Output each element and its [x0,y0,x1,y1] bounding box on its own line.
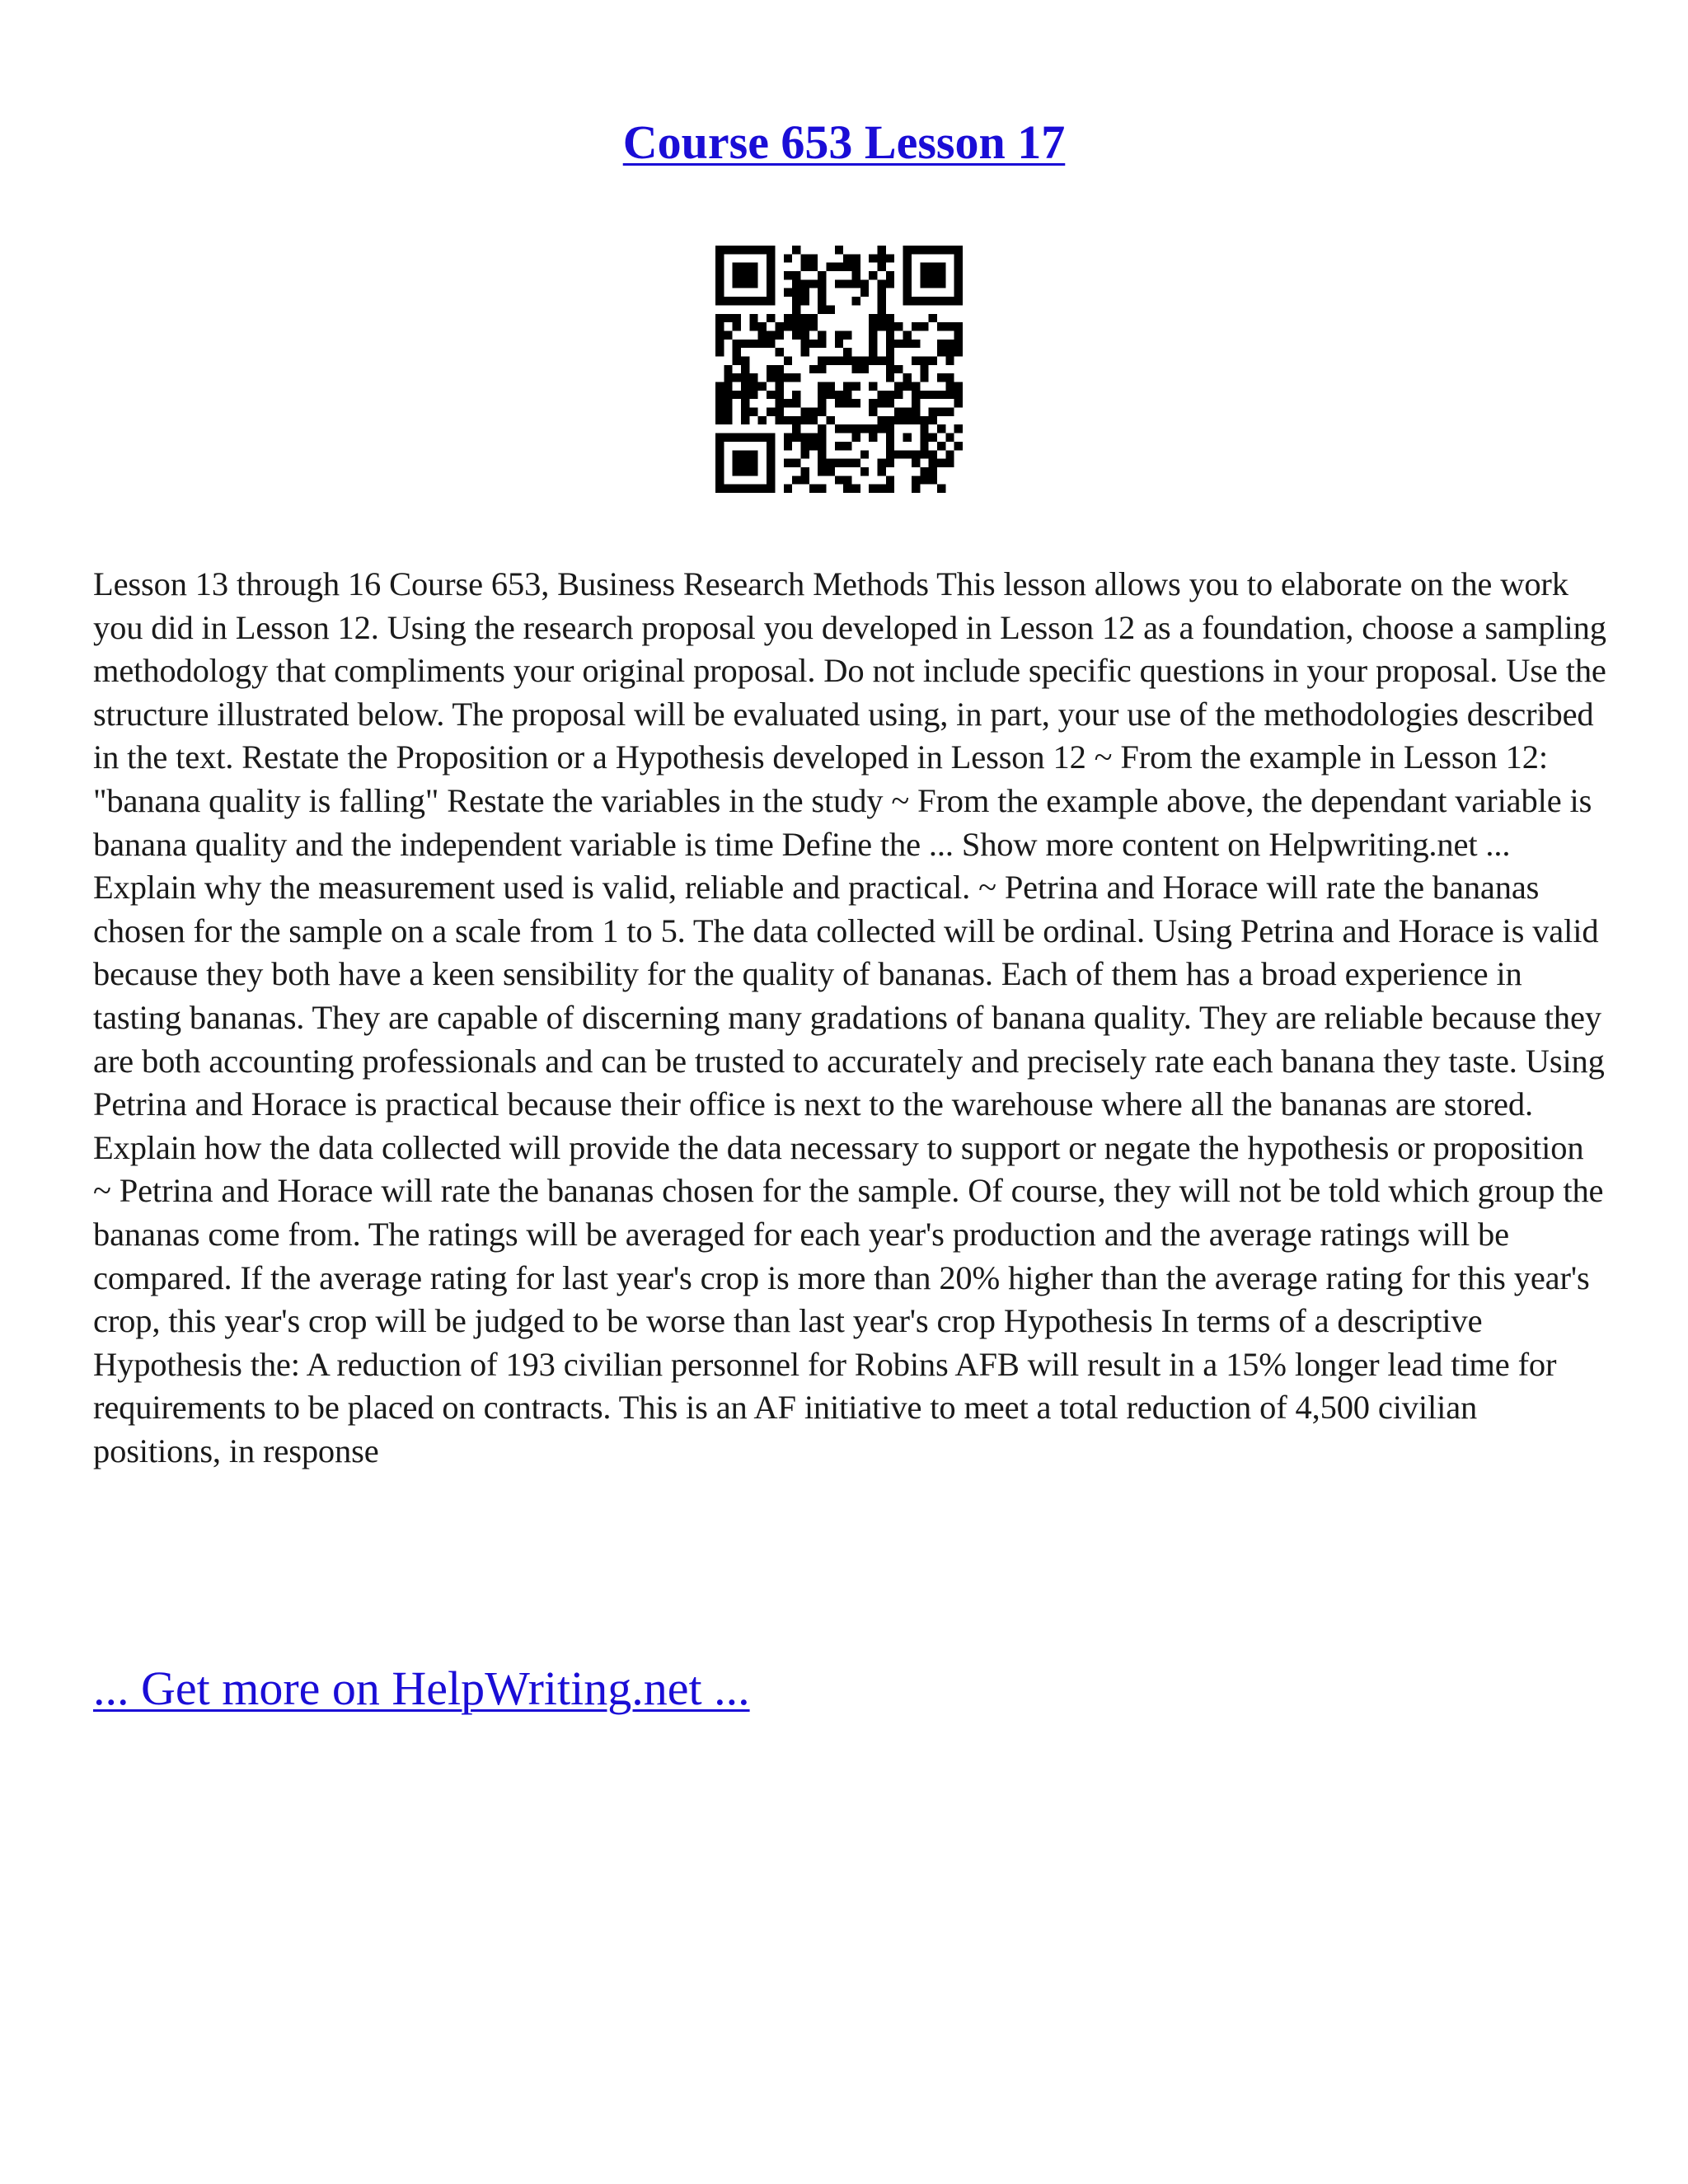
body-paragraph-2: Explain why the measurement used is valid, reliable and practical. ~ Petrina and Horace will rate the bananas chosen for the sample on a scale from 1 to 5. The data collected will be ordinal. Using Petrina and Horace is valid because they both have a keen sensibility for the quality of bananas. Each of them has a broad experience in tasting bananas. They are capable of discerning many gradations of banana quality. They are reliable because they are both accounting professionals and can be trusted to accurately and precisely rate each banana they taste. Using Petrina and Horace is practical because their office is next to the warehouse where all the bananas are stored. Explain how the data collected will provide the data necessary to support or negate the hypothesis or proposition ~ Petrina and Horace will rate the bananas chosen for the sample. Of course, they will not be told which group the bananas come from. The ratings will be averaged for each year's production and the average ratings will be compared. If the average rating for last year's crop is more than 20% higher than the average rating for this year's crop, this year's crop will be judged to be worse than last year's crop Hypothesis In terms of a descriptive Hypothesis the: A reduction of 193 civilian personnel for Robins AFB will result in a 15% longer lead time for requirements to be placed on contracts. This is an AF initiative to meet a total reduction of 4,500 civilian positions, in response [93,869,1605,1469]
document-body [93,563,1610,1473]
title-link[interactable]: Course 653 Lesson 17 [622,115,1066,169]
body-paragraph-1: Lesson 13 through 16 Course 653, Business Research Methods This lesson allows you to elaborate on the work you did in Lesson 12. Using the research proposal you developed in Lesson 12 as a foundation, choose a sampling methodology that compliments your original proposal. Do not include specific questions in your proposal. Use the structure illustrated below. The proposal will be evaluated using, in part, your use of the methodologies described in the text. Restate the Proposition or a Hypothesis developed in Lesson 12 ~ From the example in Lesson 12: "banana quality is falling" Restate the variables in the study ~ From the example above, the dependant variable is banana quality and the independent variable is time Define the ... Show more content on Helpwriting.net ... [93,565,1606,863]
get-more-link[interactable]: ... Get more on HelpWriting.net ... [93,1661,750,1715]
document-title [0,114,1688,171]
qr-code-icon [715,246,963,493]
get-more-link-container [93,1660,750,1718]
